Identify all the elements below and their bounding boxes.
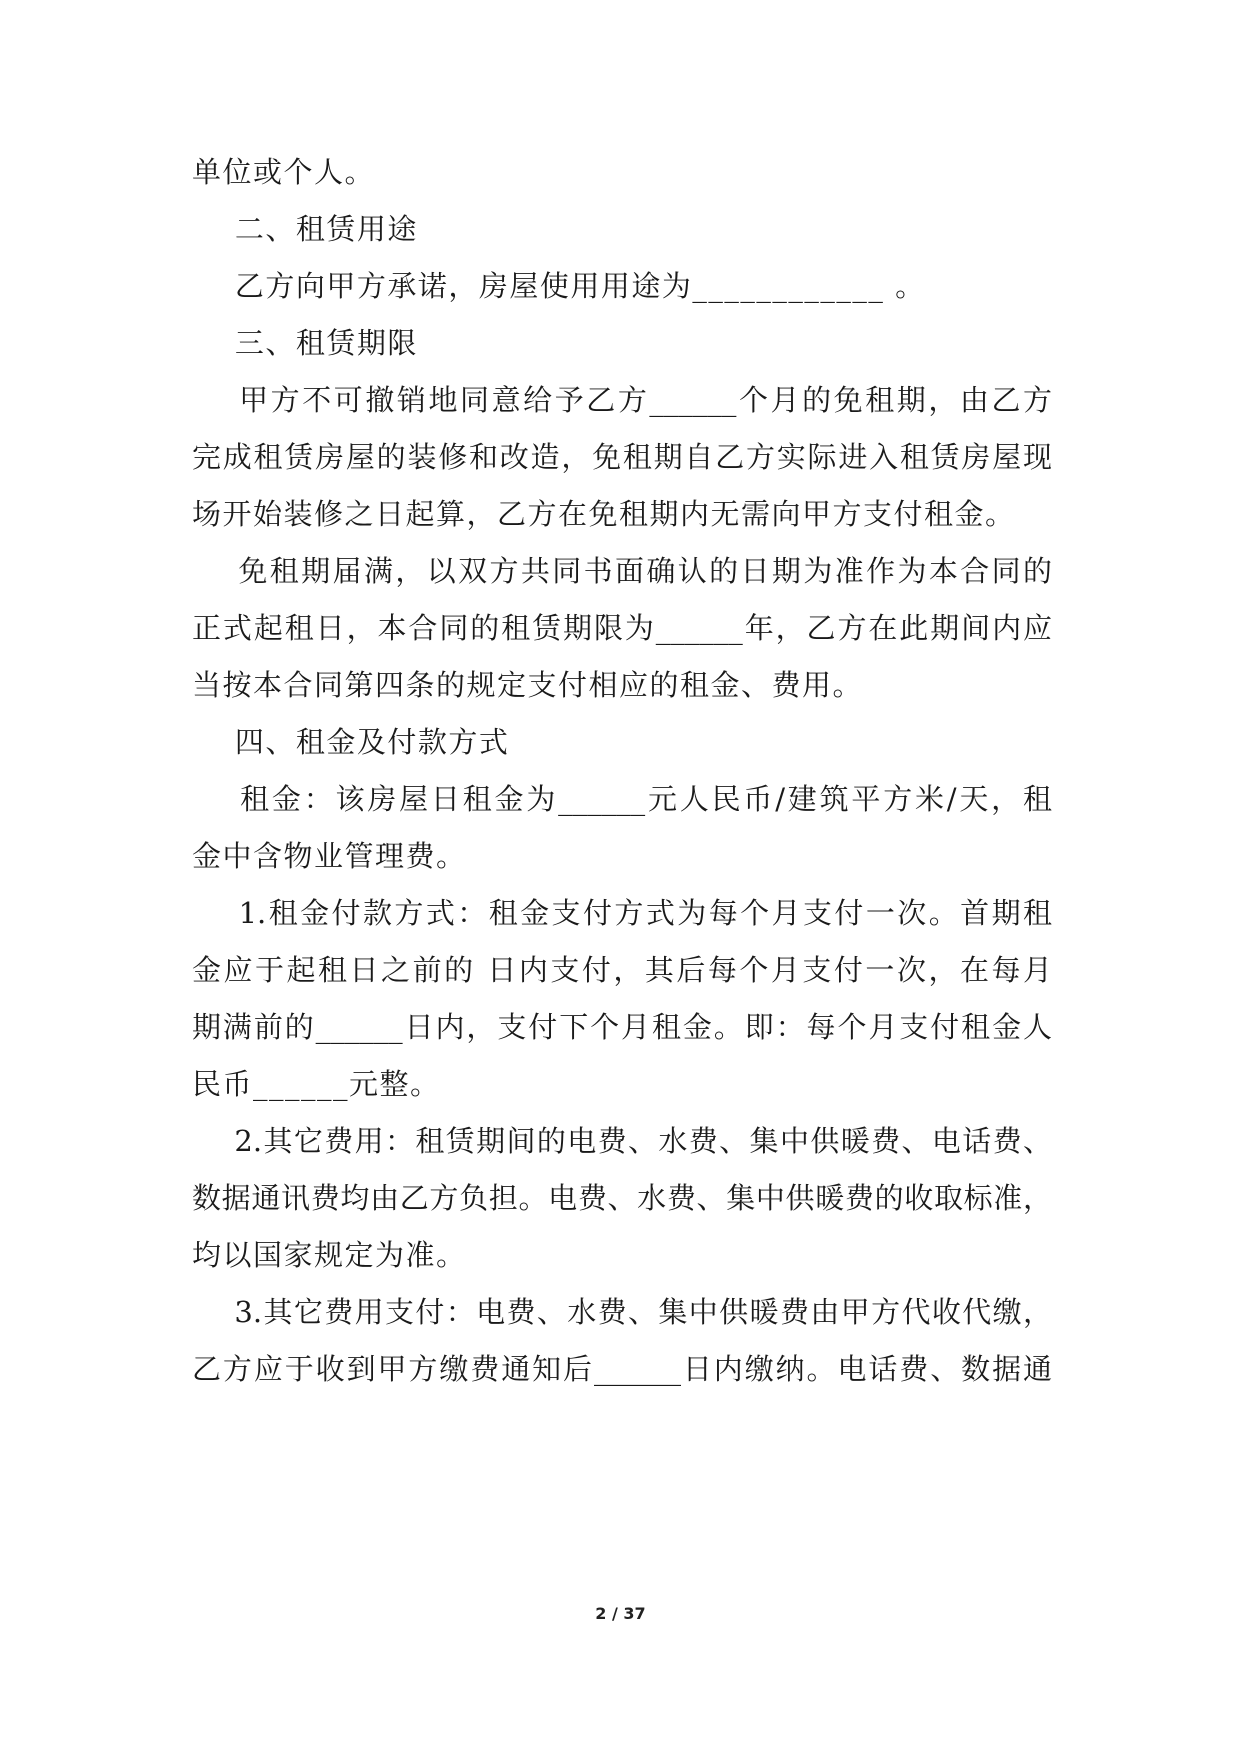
text-line: 完成租赁房屋的装修和改造，免租期自乙方实际进入租赁房屋现 — [192, 440, 1052, 474]
text-line: 乙方应于收到甲方缴费通知后______日内缴纳。电话费、数据通 — [192, 1352, 1052, 1386]
text-line: 乙方向甲方承诺，房屋使用用途为____________ 。 — [192, 269, 926, 303]
text-line: 均以国家规定为准。 — [192, 1238, 467, 1272]
text-line: 3.其它费用支付：电费、水费、集中供暖费由甲方代收代缴， — [192, 1295, 1052, 1329]
section-heading: 二、租赁用途 — [192, 212, 418, 246]
text-line: 1.租金付款方式：租金支付方式为每个月支付一次。首期租 — [192, 896, 1052, 930]
text-line: 场开始装修之日起算，乙方在免租期内无需向甲方支付租金。 — [192, 497, 1016, 531]
text-line: 租金：该房屋日租金为______元人民币/建筑平方米/天，租 — [192, 782, 1052, 816]
text-line: 正式起租日，本合同的租赁期限为______年，乙方在此期间内应 — [192, 611, 1052, 645]
text-line: 民币______元整。 — [192, 1067, 441, 1101]
section-heading: 四、租金及付款方式 — [192, 725, 510, 759]
text-line: 当按本合同第四条的规定支付相应的租金、费用。 — [192, 668, 864, 702]
text-line: 2.其它费用：租赁期间的电费、水费、集中供暖费、电话费、 — [192, 1124, 1052, 1158]
section-heading: 三、租赁期限 — [192, 326, 418, 360]
text-line: 期满前的______日内，支付下个月租金。即：每个月支付租金人 — [192, 1010, 1052, 1044]
page-number: 2 / 37 — [595, 1604, 646, 1623]
text-line: 单位或个人。 — [192, 155, 376, 189]
text-line: 甲方不可撤销地同意给予乙方______个月的免租期，由乙方 — [192, 383, 1052, 417]
text-line: 金中含物业管理费。 — [192, 839, 467, 873]
text-line: 数据通讯费均由乙方负担。电费、水费、集中供暖费的收取标准， — [192, 1181, 1052, 1215]
text-line: 金应于起租日之前的 日内支付，其后每个月支付一次，在每月 — [192, 953, 1052, 987]
text-line: 免租期届满，以双方共同书面确认的日期为准作为本合同的 — [192, 554, 1052, 588]
